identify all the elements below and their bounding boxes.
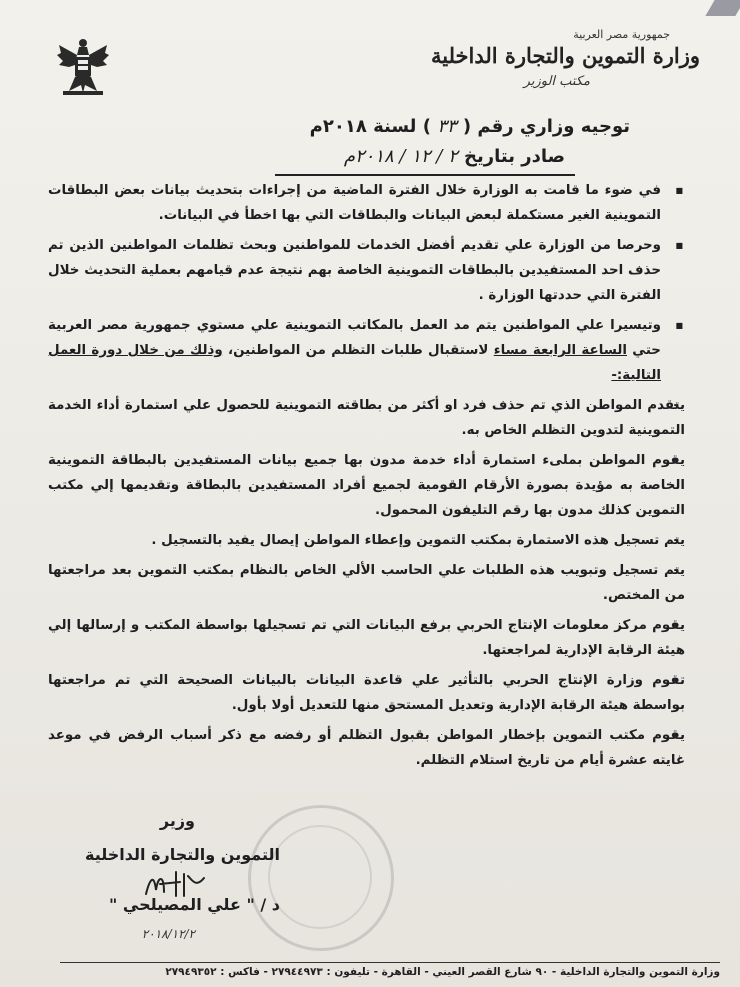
eagle-emblem-icon <box>55 35 111 97</box>
title-underline <box>275 174 575 176</box>
bullet-paragraph <box>48 313 685 388</box>
step-item <box>48 448 685 523</box>
bullet-paragraph: ■ وحرصا من الوزارة علي تقديم أفضل الخدمات للمواطنين وبحث تظلمات المواطنين الذين تم حذف احد المستفيدين بالبطاقات التموينية الخاصة بهم نتيجة عدم قيامهم بعملية التحديث خلال الفترة التي حددتها الوزارة . <box>48 233 685 308</box>
directive-number: ٣٣ <box>437 116 457 137</box>
step-item <box>48 558 685 608</box>
issue-date-label: صادر بتاريخ <box>464 146 565 167</box>
step-text: - تقوم وزارة الإنتاج الحربي بالتأثير علي قاعدة البيانات بالبيانات الصحيحة التي تم مراجعتها بواسطة هيئة الرقابة الإدارية وتعديل المستحق منها للتعديل أولا بأول. <box>48 673 685 713</box>
bullet3-part2: لاستقبال طلبات التظلم من المواطنين، <box>228 343 489 358</box>
country-name: جمهورية مصر العربية <box>573 28 670 41</box>
title-suffix: ) لسنة ٢٠١٨م <box>309 116 431 137</box>
ministry-stamp-inner <box>268 825 372 929</box>
letterhead <box>431 28 700 89</box>
step-text: - يقوم مركز معلومات الإنتاج الحربي برفع البيانات التي تم تسجيلها بواسطة المكتب و إرسالها إلي هيئة الرقابة الإدارية لمراجعتها. <box>48 618 685 658</box>
directive-body <box>48 178 685 778</box>
bullet3-part1: وتيسيرا علي المواطنين يتم مد العمل بالمكاتب التموينية علي مستوي جمهورية مصر العربية حتي <box>48 318 661 358</box>
title-prefix: توجيه وزاري رقم ( <box>462 116 630 137</box>
office-name: مكتب الوزير <box>523 74 590 89</box>
step-text: - يقوم مكتب التموين بإخطار المواطن بقبول التظلم أو رفضه مع ذكر أسباب الرفض في موعد غايته عشرة أيام من تاريخ استلام التظلم. <box>48 728 685 768</box>
step-text: - يقوم المواطن بملىء استمارة أداء خدمة مدون بها جميع بيانات المستفيدين بالبطاقة التموينية الخاصة به مؤيدة بصورة الأرقام القومية لجميع أفراد المستفيدين بالبطاقة وتقديمها إلي مكتب التموين كذلك مدون بها رقم التليفون المحمول. <box>48 453 685 518</box>
step-item <box>48 723 685 773</box>
step-text: - يتم تسجيل وتبويب هذه الطلبات علي الحاسب الألي الخاص بالنظام بمكتب التموين بعد مراجعتها من المختص. <box>48 563 685 603</box>
signatory-name: د / " علي المصيلحي " <box>109 895 280 914</box>
bullet3-part3: وذلك من خلال دورة العمل التالية:- <box>48 343 661 383</box>
step-item <box>48 393 685 443</box>
ministry-name: وزارة التموين والتجارة الداخلية <box>430 43 700 68</box>
issue-date: ٢ / ١٢ / ٢٠١٨م <box>343 146 458 167</box>
bullet-paragraph: ■ في ضوء ما قامت به الوزارة خلال الفترة الماضية من إجراءات بتحديث بيانات بعض البطاقات التموينية الغير مستكملة لبعض البيانات والبطاقات التي بها اخطأ في البيانات. <box>48 178 685 228</box>
directive-title <box>310 116 630 137</box>
signatory-title: وزير <box>159 811 195 830</box>
step-text: - يتم تسجيل هذه الاستمارة بمكتب التموين وإعطاء المواطن إيصال يفيد بالتسجيل . <box>151 533 685 548</box>
bullet3-hours: الساعة الرابعة مساء <box>493 343 627 358</box>
signatory-department: التموين والتجارة الداخلية <box>84 845 280 864</box>
signature-date: ٢٠١٨/١٢/٢ <box>141 927 195 941</box>
step-item <box>48 528 685 553</box>
step-item <box>48 668 685 718</box>
footer-divider <box>60 962 720 963</box>
step-item <box>48 613 685 663</box>
step-text: - يتقدم المواطن الذي تم حذف فرد او أكثر من بطاقته التموينية للحصول علي استمارة أداء الخدمة التموينية لتدوين التظلم الخاص به. <box>48 398 685 438</box>
issue-date-line <box>344 146 565 167</box>
page-corner-fold <box>705 0 740 16</box>
footer-address: وزارة التموين والتجارة الداخلية - ٩٠ شارع القصر العيني - القاهرة - تليفون : ٢٧٩٤٤٩٧٣ - فاكس : ٢٧٩٤٩٣٥٢ <box>165 966 720 978</box>
